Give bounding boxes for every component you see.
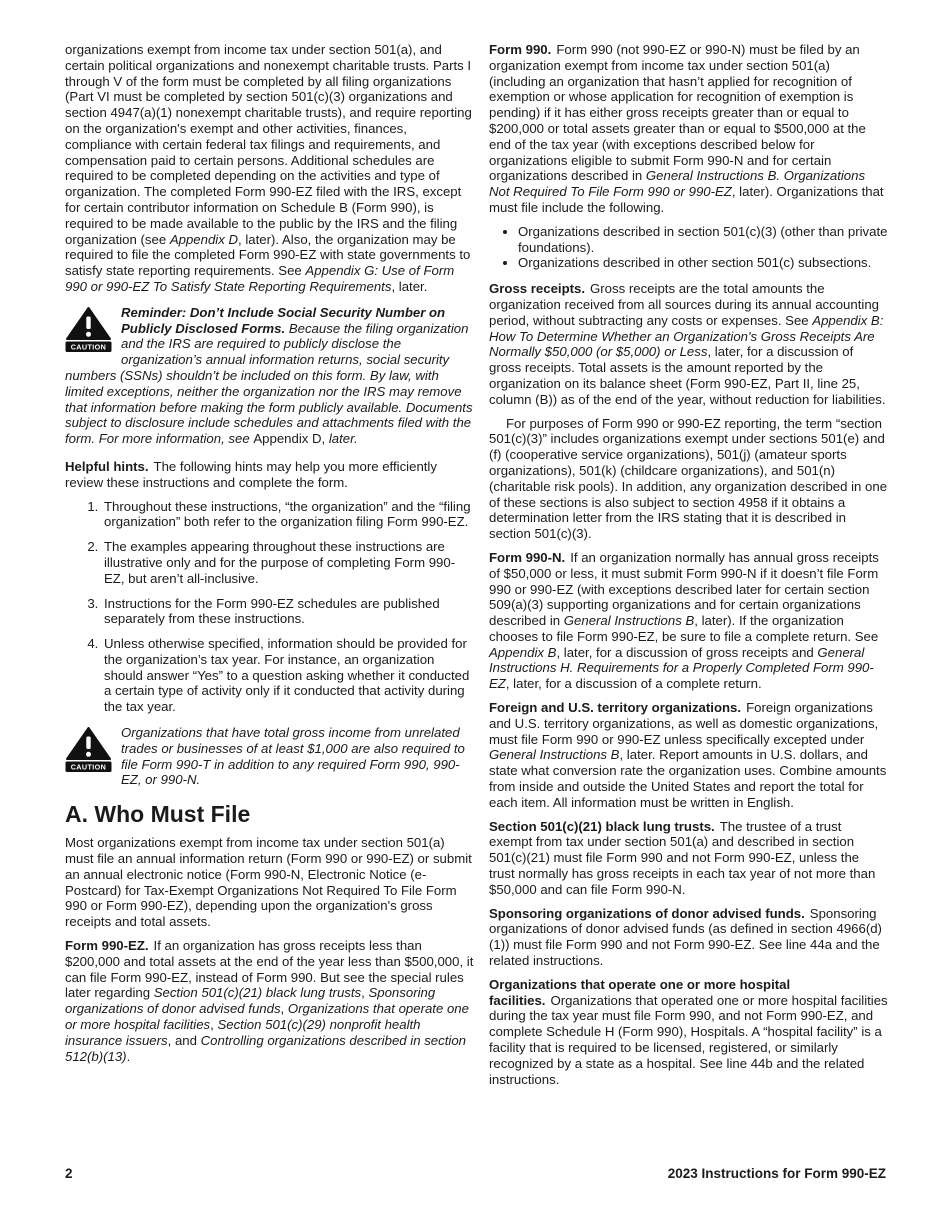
text-segment: General Instructions B. Organizations Not Required To File Form 990 or 990-EZ bbox=[489, 168, 866, 200]
form-990ez-paragraph bbox=[65, 938, 475, 1064]
foreign-orgs-heading: Foreign and U.S. territory organizations. bbox=[489, 700, 742, 716]
text-segment: . bbox=[126, 1048, 131, 1064]
black-lung-heading: Section 501(c)(21) black lung trusts. bbox=[489, 818, 715, 834]
form-990-body bbox=[489, 42, 884, 215]
caution-note-990t bbox=[65, 725, 475, 788]
form-990-paragraph bbox=[489, 42, 888, 216]
text-segment: , later). Organizations that must file include the following. bbox=[489, 184, 884, 215]
left-column bbox=[65, 42, 475, 1072]
text-segment: Controlling organizations described in section 512(b)(13) bbox=[65, 1032, 466, 1064]
text-segment: , and bbox=[167, 1032, 201, 1048]
text-segment: , bbox=[210, 1017, 218, 1033]
caution-text bbox=[121, 725, 465, 787]
list-item: • Organizations described in section 501(c)(3) (other than private foundations). bbox=[518, 224, 888, 256]
text-segment: General Instructions H. Requirements for a Properly Completed Form 990-EZ bbox=[489, 644, 874, 692]
hospital-body: Organizations that operated one or more hospital facilities during the tax year must file Form 990, and not Form 990-EZ, and complete Schedule H (Form 990), Hospitals. A “hospital facility” is a facility that is required to be licensed, registered, or similarly recognized by a state as a hospital. See line 44b and the related instructions. bbox=[489, 992, 888, 1087]
text-segment: Sponsoring organizations of donor advised funds bbox=[65, 985, 436, 1017]
sponsoring-paragraph bbox=[489, 906, 888, 969]
text-segment: , later, for a discussion of gross receipts. Total assets is the amount reported by the organization on its balance sheet (Form 990-EZ, Part II, line 25, column (B)) as of the end of the year, without reduction for liabilities. bbox=[489, 344, 886, 407]
helpful-hints-heading: Helpful hints. bbox=[65, 458, 149, 474]
text-segment: Appendix D bbox=[169, 231, 239, 247]
caution-icon bbox=[65, 307, 112, 352]
text-segment: Form 990 (not 990-EZ or 990-N) must be filed by an organization exempt from income tax under section 501(a) (including an organization that hasn’t applied for recognition of exemption or whose application for recognition of exemption is pending) if it has either gross receipts greater than or equal to $200,000 or total assets greater than or equal to $500,000 at the end of the tax year (with exceptions described below for organizations eligible to submit Form 990-N and for certain organizations described in bbox=[489, 42, 866, 184]
form-990n-paragraph bbox=[489, 550, 888, 692]
text-segment: , later). Also, the organization may be required to file the completed Form 990-EZ with state governments to satisfy state reporting requirements. See bbox=[65, 231, 471, 279]
footer-title: 2023 Instructions for Form 990-EZ bbox=[667, 1166, 886, 1181]
text-segment: , later). If the organization chooses to file Form 990-EZ, be sure to file a complete return. See bbox=[489, 613, 879, 644]
text-segment: , later. bbox=[391, 278, 428, 294]
right-column bbox=[489, 42, 888, 1095]
form-990-heading: Form 990. bbox=[489, 42, 552, 57]
list-item: 1. Throughout these instructions, “the organization” and the “filing organization” both refer to the organization filing Form 990-EZ. bbox=[102, 499, 475, 531]
text-segment: Section 501(c)(21) black lung trusts bbox=[153, 985, 362, 1001]
form-990ez-heading: Form 990-EZ. bbox=[65, 938, 149, 954]
text-segment: , later, for a discussion of gross receipts and bbox=[556, 644, 818, 660]
sponsoring-body: Sponsoring organizations of donor advised funds (as defined in section 4966(d)(1)) must file Form 990 and not Form 990-EZ. See line 44a and the related instructions. bbox=[489, 905, 882, 969]
form-990n-heading: Form 990-N. bbox=[489, 549, 566, 565]
caution-note-ssn bbox=[65, 305, 475, 447]
foreign-orgs-body bbox=[489, 700, 886, 810]
text-segment: , bbox=[280, 1001, 288, 1017]
hospital-paragraph bbox=[489, 977, 888, 1088]
paragraph-continuation bbox=[65, 42, 475, 295]
page-footer bbox=[65, 1166, 886, 1182]
must-file-bullet-list bbox=[489, 224, 888, 271]
list-item: 4. Unless otherwise specified, information should be provided for the organization’s tax year. For instance, an organization should answer “Yes” to a question asking whether it conducted a certain type of activity only if it conducted that activity during the tax year. bbox=[102, 636, 475, 715]
text-segment: Appendix D, bbox=[253, 431, 326, 447]
section-intro-paragraph: Most organizations exempt from income tax under section 501(a) must file an annual information return (Form 990 or 990-EZ) or submit an annual electronic notice (Form 990-N, Electronic Notice (e-Postcard) for Tax-Exempt Organizations Not Required To File Form 990 or Form 990-EZ), depending upon the organization's gross receipts and total assets. bbox=[65, 835, 472, 930]
text-segment: Appendix B: How To Determine Whether an Organization's Gross Receipts Are Normally $50,000 (or $5,000) or Less bbox=[489, 312, 884, 360]
caution-icon-label: CAUTION bbox=[70, 342, 107, 352]
form-990n-body bbox=[489, 550, 879, 691]
text-segment: later. bbox=[325, 431, 358, 447]
page-number: 2 bbox=[65, 1166, 73, 1181]
helpful-hints-body: The following hints may help you more efficiently review these instructions and complete the form. bbox=[65, 458, 437, 490]
purposes-paragraph: For purposes of Form 990 or 990-EZ reporting, the term “section 501(c)(3)” includes organizations exempt under sections 501(e) and (f) (cooperative service organizations), 501(j) (amateur sports organizations), 501(k) (childcare organizations), and 501(n) (charitable risk pools). In addition, any organization described in one of these sections is also subject to section 4958 if it obtains a determination letter from the IRS stating that it is described in section 501(c)(3). bbox=[489, 415, 888, 542]
text-segment: Organizations that operate one or more hospital facilities bbox=[65, 1001, 469, 1033]
text-segment: Section 501(c)(29) nonprofit health insurance issuers bbox=[65, 1017, 421, 1048]
caution-icon-label: CAUTION bbox=[70, 762, 107, 772]
helpful-hints-paragraph bbox=[65, 459, 475, 491]
text-segment: Because the filing organization and the IRS are required to publicly disclose the organization’s annual information returns, social security numbers (SSNs) shouldn’t be included on this form. By law, with limited exceptions, neither the organization nor the IRS may remove that information before making the form publicly available. Documents subject to disclosure include schedules and attachments filed with the form. For more information, see bbox=[65, 320, 473, 447]
sponsoring-heading: Sponsoring organizations of donor advised funds. bbox=[489, 905, 805, 921]
text-segment: Foreign organizations and U.S. territory organizations, as well as domestic organizations, must file Form 990 or 990-EZ unless specifically excepted under bbox=[489, 700, 879, 747]
caution-icon bbox=[65, 727, 112, 772]
text-segment: Organizations that have total gross income from unrelated trades or businesses of at least $1,000 are also required to file Form 990-T in addition to any required Form 990, 990-EZ, or 990-N. bbox=[121, 725, 465, 788]
gross-receipts-paragraph bbox=[489, 281, 888, 407]
list-item: 3. Instructions for the Form 990-EZ schedules are published separately from these instructions. bbox=[102, 596, 475, 628]
text-segment: If an organization normally has annual gross receipts of $50,000 or less, it must submit Form 990-N if it doesn’t file Form 990 or 990-EZ (with exceptions described later for certain section 509(a)(3) supporting organizations and for certain organizations described in bbox=[489, 549, 879, 629]
text-segment: , bbox=[361, 985, 369, 1001]
caution-text bbox=[65, 305, 473, 446]
gross-receipts-body bbox=[489, 281, 886, 407]
form-990ez-body bbox=[65, 938, 473, 1064]
text-segment: Reminder: Don’t Include Social Security Number on Publicly Disclosed Forms. bbox=[121, 304, 446, 336]
text-segment: General Instructions B bbox=[489, 747, 620, 763]
black-lung-body: The trustee of a trust exempt from tax under section 501(a) and described in section 501(c)(21) must file Form 990 and not Form 990-EZ, unless the trust normally has gross receipts in each tax year of not more than $50,000 and can file Form 990-N. bbox=[489, 818, 876, 897]
foreign-orgs-paragraph bbox=[489, 700, 888, 811]
text-segment: Appendix B bbox=[489, 644, 557, 660]
black-lung-paragraph bbox=[489, 819, 888, 898]
section-heading-who-must-file: A. Who Must File bbox=[65, 801, 251, 828]
text-segment: organizations exempt from income tax under section 501(a), and certain political organizations and nonexempt charitable trusts. Parts I through V of the form must be completed by all filing organizations (Part VI must be completed by section 501(c)(3) organizations and section 4947(a)(1) nonexempt charitable trusts), and require reporting on the organization's exempt and other activities, finances, compliance with certain federal tax filings and requirements, and compensation paid to certain persons. Additional schedules are required to be completed depending on the activities and type of organization. The completed Form 990-EZ filed with the IRS, except for certain contributor information on Schedule B (Form 990), is required to be made available to the public by the IRS and the filing organization (see bbox=[65, 42, 472, 247]
hospital-heading: Organizations that operate one or more hospital facilities. bbox=[489, 976, 791, 1008]
hints-list bbox=[65, 499, 475, 716]
list-item: 2. The examples appearing throughout these instructions are illustrative only and for the purpose of completing Form 990-EZ, but aren’t all-inclusive. bbox=[102, 539, 475, 586]
text-segment: , later. Report amounts in U.S. dollars, and state what conversion rate the organization uses. Combine amounts from inside and outside the United States and report the total for each item. All information must be written in English. bbox=[489, 747, 887, 810]
text-segment: If an organization has gross receipts less than $200,000 and total assets at the end of the year less than $500,000, it can file Form 990-EZ, instead of Form 990. But see the special rules later regarding bbox=[65, 938, 474, 1001]
text-segment: Appendix G: Use of Form 990 or 990-EZ To Satisfy State Reporting Requirements bbox=[65, 263, 455, 294]
text-segment: , later, for a discussion of a complete return. bbox=[505, 676, 762, 692]
text-segment: General Instructions B bbox=[563, 613, 695, 629]
list-item: • Organizations described in other section 501(c) subsections. bbox=[518, 255, 888, 271]
text-segment: Gross receipts are the total amounts the organization received from all sources during its annual accounting period, without subtracting any costs or expenses. See bbox=[489, 281, 879, 328]
gross-receipts-heading: Gross receipts. bbox=[489, 281, 586, 297]
